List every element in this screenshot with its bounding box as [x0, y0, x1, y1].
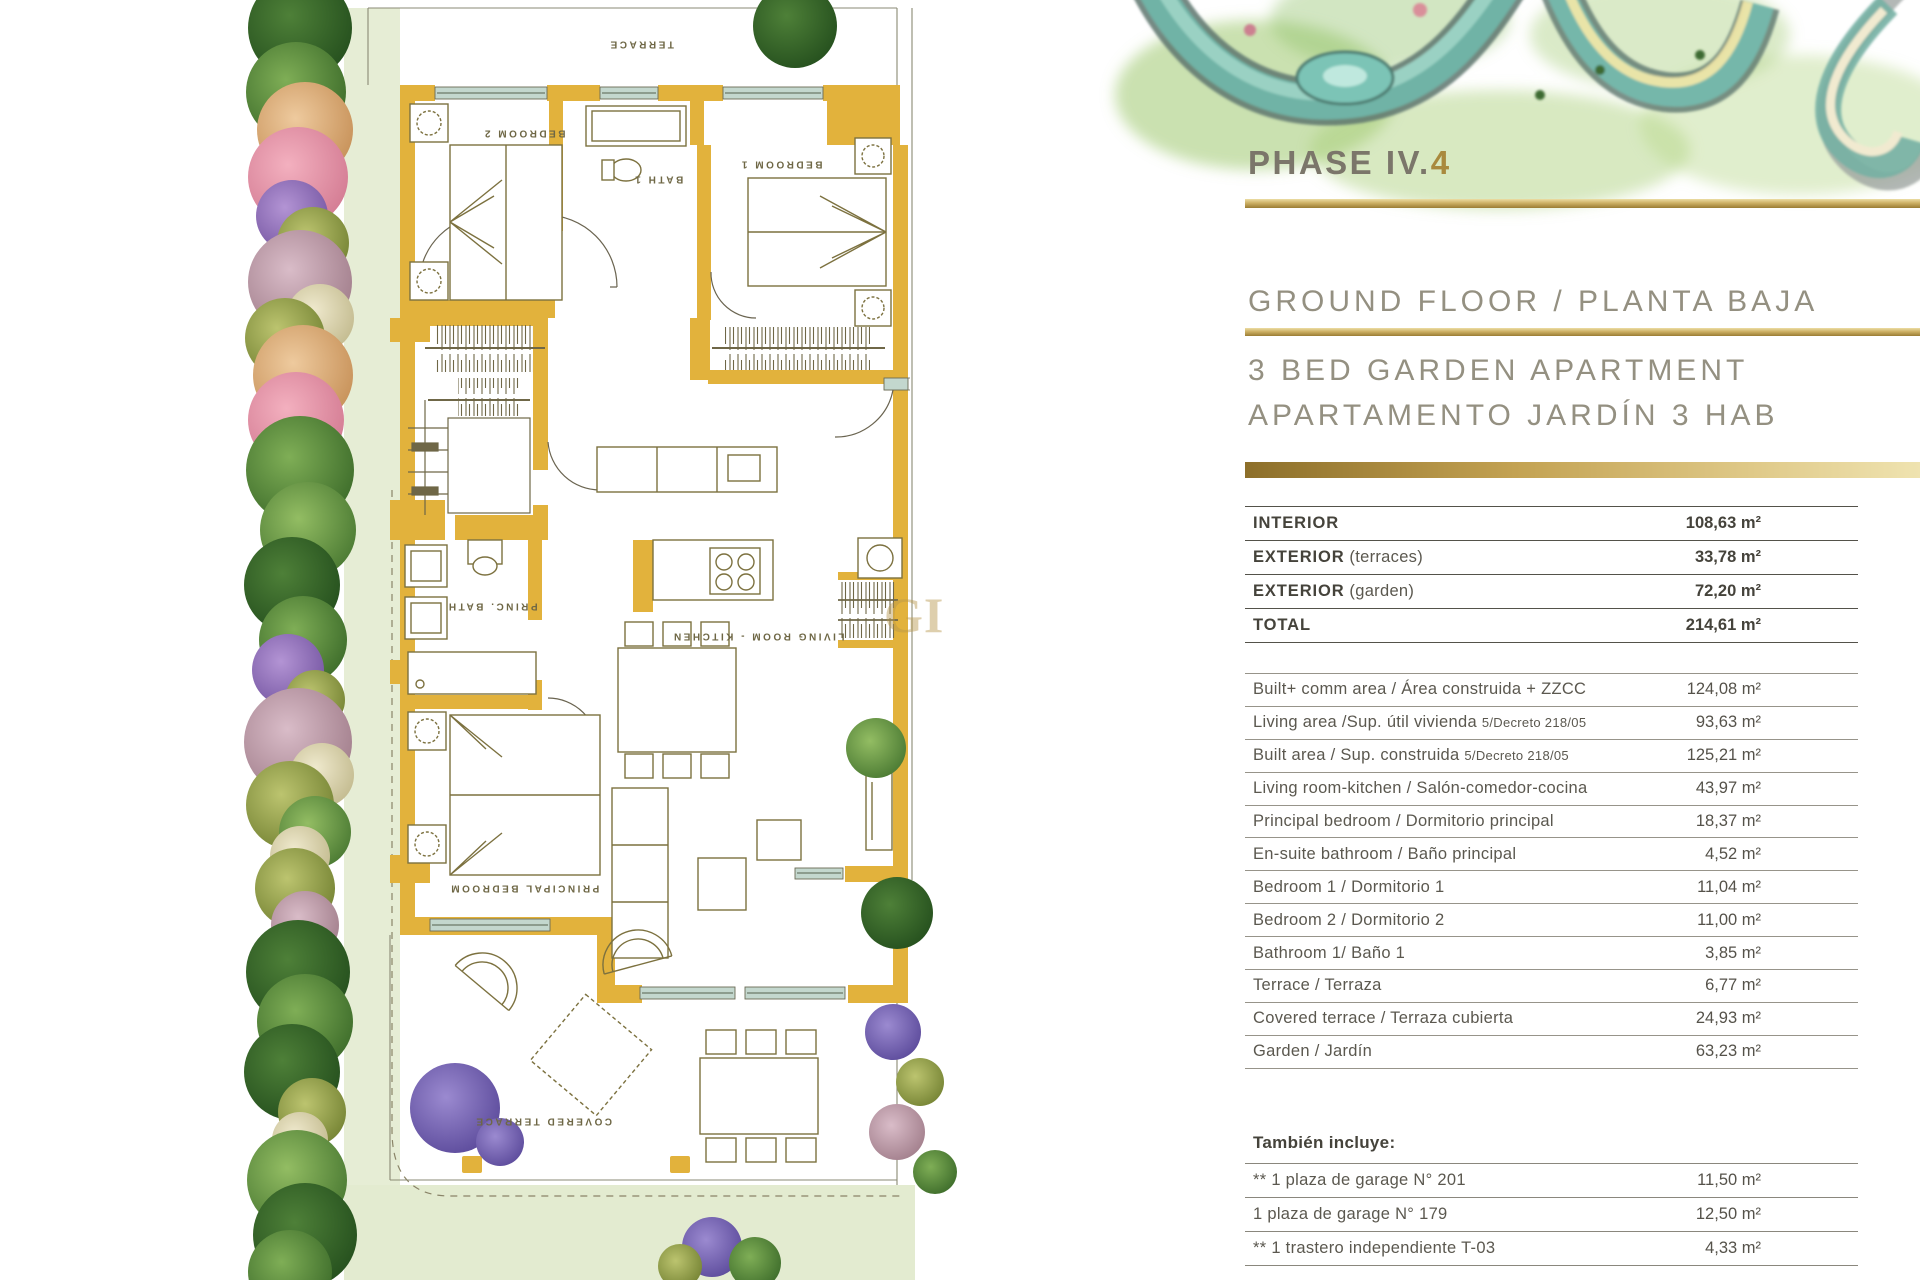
table-row: [1245, 707, 1858, 740]
summary-table: [1245, 506, 1858, 643]
row-label-bold: INTERIOR: [1253, 514, 1340, 532]
table-row: [1245, 609, 1858, 643]
row-label: [1245, 548, 1531, 567]
phase-title: [1248, 144, 1452, 182]
table-row: [1245, 575, 1858, 609]
row-label-text: Covered terrace / Terraza cubierta: [1253, 1009, 1514, 1028]
tree-strip: [244, 0, 357, 1280]
row-label: [1245, 713, 1586, 732]
row-label-text: En-suite bathroom / Baño principal: [1253, 844, 1517, 863]
row-label: [1245, 944, 1531, 963]
row-label: [1245, 616, 1531, 635]
table-row: [1245, 1003, 1858, 1036]
table-row: [1245, 674, 1858, 707]
row-value: 124,08 m²: [1686, 680, 1761, 699]
row-value: 11,04 m²: [1697, 877, 1761, 896]
gold-divider-3: [1245, 462, 1920, 478]
row-label: [1245, 779, 1588, 798]
floor-title: GROUND FLOOR / PLANTA BAJA: [1248, 285, 1819, 318]
row-value: 214,61 m²: [1685, 616, 1761, 634]
row-label: [1245, 878, 1531, 897]
gold-divider-2: [1245, 328, 1920, 336]
row-label: [1245, 911, 1531, 930]
table-row: [1245, 838, 1858, 871]
row-label: [1245, 746, 1569, 765]
row-label: 1 plaza de garage N° 179: [1253, 1205, 1448, 1223]
row-value: 125,21 m²: [1686, 746, 1761, 765]
row-label-text: Built area / Sup. construida: [1253, 746, 1460, 765]
table-row: [1245, 904, 1858, 937]
table-row: [1245, 773, 1858, 806]
row-label-text: Bedroom 1 / Dormitorio 1: [1253, 877, 1445, 896]
table-row: [1245, 937, 1858, 970]
row-label: [1245, 1042, 1531, 1061]
gold-divider-1: [1245, 199, 1920, 208]
row-label-bold: EXTERIOR: [1253, 582, 1345, 600]
phase-number: 4: [1430, 144, 1452, 181]
row-value: 11,00 m²: [1697, 910, 1761, 929]
row-value: 3,85 m²: [1705, 943, 1761, 962]
row-label: [1245, 1009, 1531, 1028]
label-bedroom1: BEDROOM 1: [739, 158, 823, 170]
row-label: [1245, 845, 1531, 864]
row-label-rest: (terraces): [1344, 548, 1424, 566]
row-label-text: Built+ comm area / Área construida + ZZCC: [1253, 680, 1587, 699]
row-value: 4,52 m²: [1705, 844, 1761, 863]
row-value: 12,50 m²: [1695, 1205, 1761, 1223]
row-label: [1245, 812, 1554, 831]
row-label-rest: (garden): [1344, 582, 1415, 600]
row-label: [1245, 514, 1531, 533]
row-label: ** 1 trastero independiente T-03: [1253, 1239, 1496, 1257]
watermark-text: GI: [884, 587, 945, 643]
label-covered-terrace: COVERED TERRACE: [473, 1115, 613, 1127]
table-row: [1245, 1164, 1858, 1198]
table-row: [1245, 740, 1858, 773]
row-label: [1245, 680, 1586, 699]
label-living-kitchen: LIVING ROOM - KITCHEN: [671, 630, 845, 642]
row-value: 33,78 m²: [1694, 548, 1761, 566]
table-row: [1245, 541, 1858, 575]
row-label: [1245, 976, 1531, 995]
row-label-text: Bedroom 2 / Dormitorio 2: [1253, 910, 1445, 929]
row-label: ** 1 plaza de garage N° 201: [1253, 1171, 1466, 1189]
includes-title: También incluye:: [1253, 1133, 1396, 1152]
row-value: 72,20 m²: [1694, 582, 1761, 600]
label-bath1: BATH 1: [632, 173, 684, 185]
includes-table: [1245, 1163, 1858, 1266]
row-value: 18,37 m²: [1695, 812, 1761, 830]
row-label-note: 5/Decreto 218/05: [1481, 715, 1587, 731]
row-value: 24,93 m²: [1695, 1009, 1761, 1028]
row-label-bold: EXTERIOR: [1253, 548, 1345, 566]
label-terrace: TERRACE: [608, 38, 674, 50]
table-row: [1245, 806, 1858, 839]
row-label-text: Principal bedroom / Dormitorio principal: [1253, 812, 1554, 830]
row-value: 43,97 m²: [1695, 779, 1761, 798]
row-label-text: Terrace / Terraza: [1253, 976, 1382, 995]
row-label-text: Garden / Jardín: [1253, 1042, 1373, 1061]
row-label-text: Bathroom 1/ Baño 1: [1253, 943, 1406, 962]
row-label-bold: TOTAL: [1253, 616, 1311, 634]
phase-prefix: PHASE IV.: [1248, 144, 1431, 181]
principal-bedroom-furniture: [408, 712, 600, 875]
masterplan-watercolor-art: [1115, 0, 1920, 210]
table-row: [1245, 1198, 1858, 1232]
apartment-title-es: APARTAMENTO JARDÍN 3 HAB: [1248, 399, 1779, 432]
row-value: 93,63 m²: [1695, 713, 1761, 732]
row-label-text: Living room-kitchen / Salón-comedor-cocina: [1253, 779, 1588, 798]
label-principal-bedroom: PRINCIPAL BEDROOM: [448, 882, 600, 894]
apartment-title-en: 3 BED GARDEN APARTMENT: [1248, 354, 1749, 387]
row-label-note: 5/Decreto 218/05: [1464, 748, 1569, 764]
row-label-text: Living area /Sup. útil vivienda: [1253, 713, 1477, 732]
label-bedroom2: BEDROOM 2: [482, 127, 566, 139]
row-value: 108,63 m²: [1685, 514, 1761, 532]
table-row: [1245, 1036, 1858, 1069]
row-label: [1245, 582, 1531, 601]
detail-table: [1245, 673, 1858, 1069]
table-row: [1245, 970, 1858, 1003]
row-value: 63,23 m²: [1695, 1042, 1761, 1061]
table-row: [1245, 507, 1858, 541]
row-value: 4,33 m²: [1705, 1239, 1761, 1257]
row-value: 11,50 m²: [1697, 1171, 1761, 1189]
label-princ-bath: PRINC. BATH: [446, 600, 538, 612]
table-row: [1245, 1232, 1858, 1266]
table-row: [1245, 871, 1858, 904]
row-value: 6,77 m²: [1705, 976, 1761, 995]
closet-shelves: [408, 400, 530, 515]
